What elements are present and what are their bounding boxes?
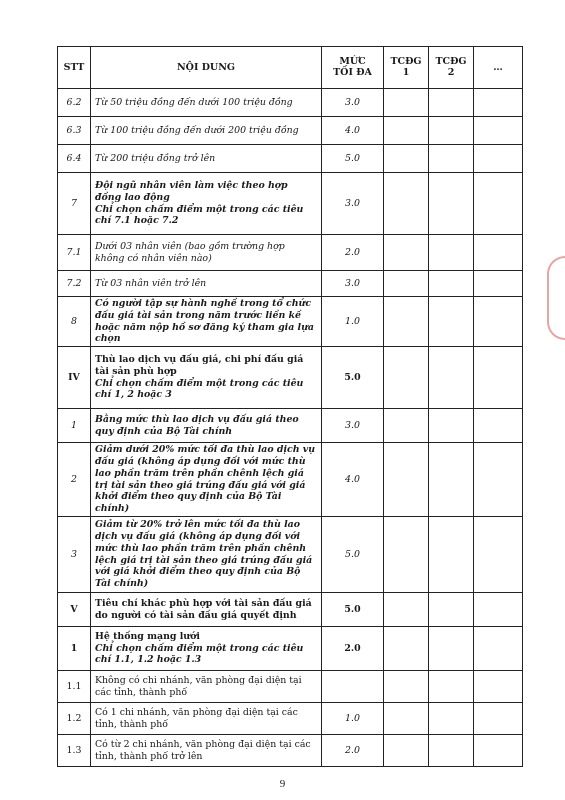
row-more (474, 627, 523, 671)
row-tcdg2 (429, 117, 474, 145)
row-tcdg2 (429, 443, 474, 517)
row-content: Có người tập sự hành nghề trong tổ chức đấu giá tài sản trong năm trước liền kề hoặc năm nộp hồ sơ đăng ký tham gia lựa chọn (91, 297, 322, 347)
row-more (474, 117, 523, 145)
row-more (474, 347, 523, 409)
row-tcdg1 (384, 443, 429, 517)
row-tcdg2 (429, 517, 474, 593)
row-content: Từ 200 triệu đồng trở lên (91, 145, 322, 173)
row-more (474, 517, 523, 593)
row-more (474, 173, 523, 235)
row-score: 5.0 (322, 517, 384, 593)
red-seal-stamp (547, 256, 565, 340)
row-score: 1.0 (322, 297, 384, 347)
row-stt: 6.4 (58, 145, 91, 173)
row-score: 2.0 (322, 735, 384, 767)
row-content: Bằng mức thù lao dịch vụ đấu giá theo quy định của Bộ Tài chính (91, 409, 322, 443)
header-noi-dung: NỘI DUNG (91, 47, 322, 89)
row-more (474, 235, 523, 271)
row-content: Dưới 03 nhân viên (bao gồm trường hợp không có nhân viên nào) (91, 235, 322, 271)
row-tcdg2 (429, 271, 474, 297)
row-tcdg2 (429, 235, 474, 271)
table-row (58, 443, 523, 517)
scoring-table (57, 46, 523, 767)
table-row (58, 593, 523, 627)
row-tcdg2 (429, 297, 474, 347)
row-subnote: Chỉ chọn chấm điểm một trong các tiêu chí 7.1 hoặc 7.2 (95, 203, 304, 227)
row-tcdg1 (384, 735, 429, 767)
row-more (474, 703, 523, 735)
row-more (474, 735, 523, 767)
row-more (474, 89, 523, 117)
row-tcdg2 (429, 735, 474, 767)
row-more (474, 297, 523, 347)
row-stt: 1 (58, 409, 91, 443)
row-score (322, 671, 384, 703)
row-score: 3.0 (322, 409, 384, 443)
row-content: Hệ thống mạng lưới Chỉ chọn chấm điểm một trong các tiêu chí 1.1, 1.2 hoặc 1.3 (91, 627, 322, 671)
row-stt: 1.1 (58, 671, 91, 703)
row-stt: IV (58, 347, 91, 409)
row-content: Tiêu chí khác phù hợp với tài sản đấu giá do người có tài sản đấu giá quyết định (91, 593, 322, 627)
row-content: Từ 100 triệu đồng đến dưới 200 triệu đồng (91, 117, 322, 145)
row-more (474, 671, 523, 703)
row-tcdg1 (384, 517, 429, 593)
row-tcdg1 (384, 627, 429, 671)
row-tcdg1 (384, 271, 429, 297)
row-stt: 7 (58, 173, 91, 235)
row-tcdg1 (384, 593, 429, 627)
row-more (474, 443, 523, 517)
row-stt: 6.3 (58, 117, 91, 145)
row-stt: 7.1 (58, 235, 91, 271)
row-subnote: Chỉ chọn chấm điểm một trong các tiêu chí 1, 2 hoặc 3 (95, 377, 304, 401)
row-more (474, 593, 523, 627)
row-tcdg2 (429, 593, 474, 627)
row-content: Có 1 chi nhánh, văn phòng đại diện tại các tỉnh, thành phố (91, 703, 322, 735)
row-stt: 8 (58, 297, 91, 347)
row-more (474, 409, 523, 443)
row-tcdg1 (384, 409, 429, 443)
row-score: 5.0 (322, 593, 384, 627)
row-score: 4.0 (322, 117, 384, 145)
row-content: Thù lao dịch vụ đấu giá, chi phí đấu giá tài sản phù hợp Chỉ chọn chấm điểm một trong các tiêu chí 1, 2 hoặc 3 (91, 347, 322, 409)
row-content: Giảm dưới 20% mức tối đa thù lao dịch vụ đấu giá (không áp dụng đối với mức thù lao phần trăm trên phần chênh lệch giá trị tài sản theo giá trúng đấu giá với giá khởi điểm theo quy định của Bộ Tài chính) (91, 443, 322, 517)
row-stt: V (58, 593, 91, 627)
row-score: 3.0 (322, 271, 384, 297)
row-tcdg2 (429, 173, 474, 235)
row-score: 1.0 (322, 703, 384, 735)
row-content: Đội ngũ nhân viên làm việc theo hợp đồng lao động Chỉ chọn chấm điểm một trong các tiêu chí 7.1 hoặc 7.2 (91, 173, 322, 235)
row-more (474, 271, 523, 297)
row-stt: 2 (58, 443, 91, 517)
row-tcdg2 (429, 145, 474, 173)
table-row (58, 89, 523, 117)
row-subnote: Chỉ chọn chấm điểm một trong các tiêu chí 1.1, 1.2 hoặc 1.3 (95, 642, 304, 666)
row-content: Từ 50 triệu đồng đến dưới 100 triệu đồng (91, 89, 322, 117)
header-tcdg-1: TCĐG 1 (384, 47, 429, 89)
header-more: … (474, 47, 523, 89)
table-row (58, 347, 523, 409)
table-row (58, 409, 523, 443)
table-row (58, 671, 523, 703)
row-score: 5.0 (322, 145, 384, 173)
row-tcdg2 (429, 627, 474, 671)
table-row (58, 517, 523, 593)
row-tcdg1 (384, 671, 429, 703)
row-score: 3.0 (322, 173, 384, 235)
row-tcdg2 (429, 671, 474, 703)
row-tcdg2 (429, 409, 474, 443)
row-tcdg1 (384, 173, 429, 235)
page-number: 9 (279, 778, 286, 790)
row-stt: 1.3 (58, 735, 91, 767)
row-content: Từ 03 nhân viên trở lên (91, 271, 322, 297)
row-content: Không có chi nhánh, văn phòng đại diện tại các tỉnh, thành phố (91, 671, 322, 703)
row-tcdg1 (384, 89, 429, 117)
row-stt: 7.2 (58, 271, 91, 297)
row-content: Giảm từ 20% trở lên mức tối đa thù lao dịch vụ đấu giá (không áp dụng đối với mức thù lao phần trăm trên phần chênh lệch giá trị tài sản theo giá trúng đấu giá với giá khởi điểm theo quy định của Bộ Tài chính) (91, 517, 322, 593)
table-row (58, 173, 523, 235)
table-row (58, 735, 523, 767)
row-score: 2.0 (322, 627, 384, 671)
row-more (474, 145, 523, 173)
row-score: 3.0 (322, 89, 384, 117)
header-tcdg-2: TCĐG 2 (429, 47, 474, 89)
row-stt: 1 (58, 627, 91, 671)
table-row (58, 235, 523, 271)
row-stt: 3 (58, 517, 91, 593)
row-stt: 6.2 (58, 89, 91, 117)
header-stt: STT (58, 47, 91, 89)
row-tcdg1 (384, 297, 429, 347)
table-row (58, 297, 523, 347)
row-tcdg2 (429, 89, 474, 117)
row-tcdg1 (384, 703, 429, 735)
row-content: Có từ 2 chi nhánh, văn phòng đại diện tại các tỉnh, thành phố trở lên (91, 735, 322, 767)
row-tcdg1 (384, 235, 429, 271)
row-tcdg2 (429, 347, 474, 409)
row-score: 5.0 (322, 347, 384, 409)
row-tcdg2 (429, 703, 474, 735)
row-score: 2.0 (322, 235, 384, 271)
row-score: 4.0 (322, 443, 384, 517)
table-row (58, 271, 523, 297)
table-row (58, 703, 523, 735)
header-muc-toi-da: MỨC TỐI ĐA (322, 47, 384, 89)
row-tcdg1 (384, 347, 429, 409)
row-stt: 1.2 (58, 703, 91, 735)
table-row (58, 145, 523, 173)
table-row (58, 627, 523, 671)
table-row (58, 117, 523, 145)
row-tcdg1 (384, 117, 429, 145)
row-tcdg1 (384, 145, 429, 173)
